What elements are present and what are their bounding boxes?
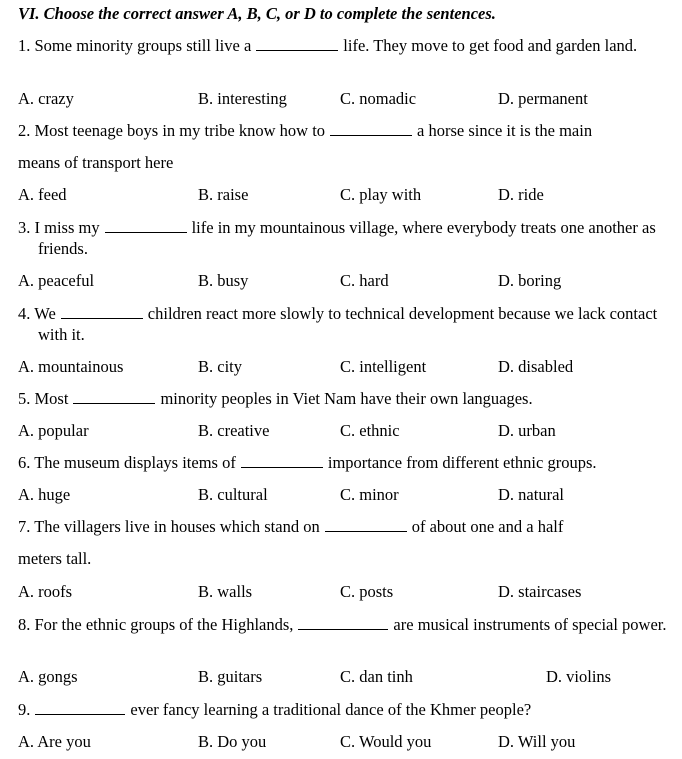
option-a: A. gongs (18, 667, 78, 686)
question-2-continued: means of transport here (18, 153, 174, 172)
option-c: C. nomadic (340, 89, 417, 108)
option-a: A. peaceful (18, 271, 95, 290)
answer-blank (105, 218, 187, 233)
option-c: C. play with (340, 185, 422, 204)
question-6 (18, 453, 597, 473)
question-text-before: Most (34, 389, 69, 408)
option-b: B. city (198, 357, 242, 376)
answer-blank (325, 517, 407, 532)
question-text-before: For the ethnic groups of the Highlands, (34, 615, 294, 634)
exercise-heading: VI. Choose the correct answer A, B, C, or D to complete the sentences. (18, 4, 496, 23)
question-2 (18, 121, 592, 141)
question-8 (18, 614, 670, 635)
option-a: A. mountainous (18, 357, 124, 376)
question-text-after: are musical instruments of special power. (393, 615, 667, 634)
option-a: A. popular (18, 421, 89, 440)
question-5 (18, 389, 533, 409)
question-text-after: of about one and a half (411, 517, 564, 536)
question-text-after: life in my mountainous village, where everybody treats one another as friends. (38, 218, 656, 258)
option-d: D. urban (498, 421, 556, 440)
question-number: 4. (18, 304, 31, 323)
answer-blank (35, 700, 125, 715)
option-b: B. cultural (198, 485, 268, 504)
option-b: B. walls (198, 582, 253, 601)
option-a: A. crazy (18, 89, 74, 108)
question-text-after: ever fancy learning a traditional dance of the Khmer people? (130, 700, 532, 719)
option-b: B. busy (198, 271, 249, 290)
question-4 (18, 303, 670, 345)
answer-blank (256, 36, 338, 51)
option-a: A. Are you (18, 732, 91, 751)
answer-blank (73, 389, 155, 404)
question-text-after: importance from different ethnic groups. (327, 453, 597, 472)
answer-blank (298, 615, 388, 630)
option-c: C. ethnic (340, 421, 400, 440)
question-number: 3. (18, 218, 31, 237)
option-b: B. Do you (198, 732, 267, 751)
option-c: C. dan tinh (340, 667, 413, 686)
question-number: 1. (18, 36, 31, 55)
answer-blank (330, 121, 412, 136)
answer-blank (241, 453, 323, 468)
question-text-before: The villagers live in houses which stand on (34, 517, 320, 536)
option-b: B. creative (198, 421, 270, 440)
question-3 (18, 217, 670, 259)
option-d: D. boring (498, 271, 562, 290)
option-c: C. Would you (340, 732, 432, 751)
option-d: D. violins (546, 667, 612, 686)
question-number: 8. (18, 615, 31, 634)
question-text-before: I miss my (34, 218, 100, 237)
question-number: 2. (18, 121, 31, 140)
question-text-after: minority peoples in Viet Nam have their own languages. (160, 389, 533, 408)
question-number: 9. (18, 700, 31, 719)
option-b: B. interesting (198, 89, 287, 108)
option-a: A. huge (18, 485, 71, 504)
option-d: D. Will you (498, 732, 576, 751)
option-b: B. raise (198, 185, 249, 204)
option-c: C. posts (340, 582, 394, 601)
question-9 (18, 700, 531, 720)
question-text-after: children react more slowly to technical development because we lack contact with it. (38, 304, 658, 344)
question-7-continued: meters tall. (18, 549, 92, 568)
question-text-before: Some minority groups still live a (34, 36, 252, 55)
option-d: D. staircases (498, 582, 582, 601)
answer-blank (61, 304, 143, 319)
question-text-after: a horse since it is the main (417, 121, 593, 140)
question-text-before: The museum displays items of (34, 453, 236, 472)
option-d: D. natural (498, 485, 564, 504)
question-number: 5. (18, 389, 31, 408)
option-d: D. permanent (498, 89, 588, 108)
option-c: C. hard (340, 271, 389, 290)
question-text-before: We (34, 304, 56, 323)
option-c: C. minor (340, 485, 399, 504)
option-d: D. ride (498, 185, 544, 204)
option-d: D. disabled (498, 357, 574, 376)
option-c: C. intelligent (340, 357, 427, 376)
question-text-after: life. They move to get food and garden land. (343, 36, 638, 55)
question-number: 7. (18, 517, 31, 536)
option-a: A. roofs (18, 582, 73, 601)
question-7 (18, 517, 563, 537)
question-text-before: Most teenage boys in my tribe know how to (34, 121, 326, 140)
question-1 (18, 35, 670, 56)
question-number: 6. (18, 453, 31, 472)
option-a: A. feed (18, 185, 67, 204)
option-b: B. guitars (198, 667, 263, 686)
